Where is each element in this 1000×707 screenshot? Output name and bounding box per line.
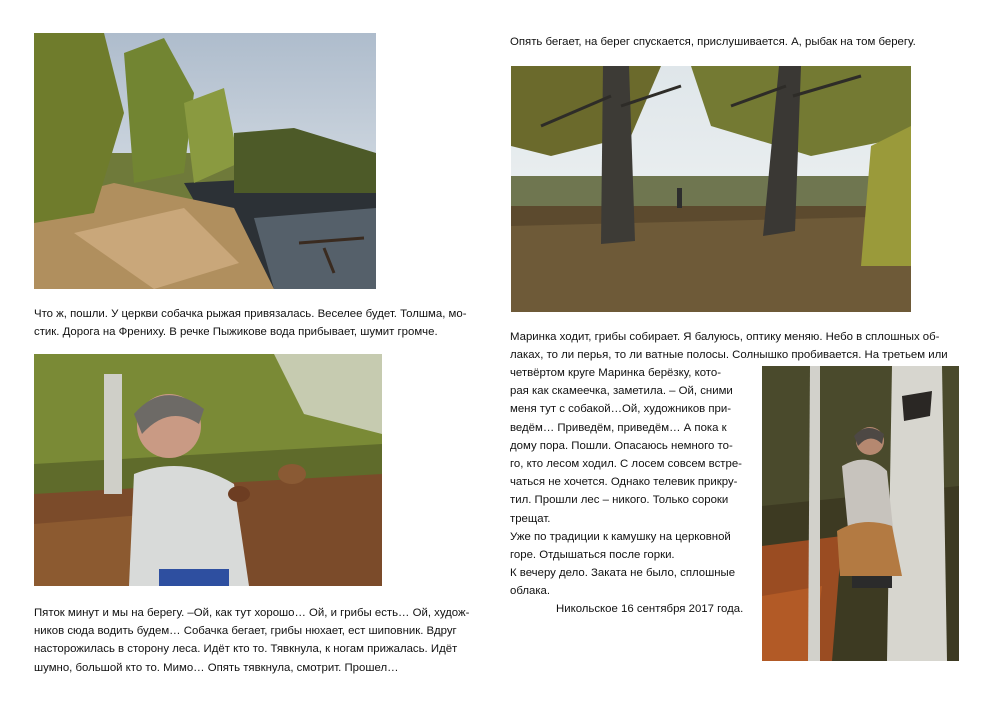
paragraph-walk-to-church: [34, 305, 490, 341]
signature-place-date: Никольское 16 сентября 2017 года.: [556, 603, 744, 615]
paragraph-line: рая как скамеечка, заметила. – Ой, сними: [510, 385, 733, 398]
paragraph-mushroom-picking: [510, 328, 966, 364]
paragraph-line: насторожилась в сторону леса. Идёт кто то. Тявкнула, к ногам прижалась. Идёт: [34, 643, 458, 656]
paragraph-line: Уже по традиции к камушку на церковной: [510, 530, 731, 543]
paragraph-line: стик. Дорога на Френиху. В речке Пыжикове вода прибывает, шумит громче.: [34, 326, 438, 339]
paragraph-on-the-bank: [34, 604, 490, 677]
paragraph-line: облака.: [510, 585, 551, 598]
photo-woman-dog-birch: [762, 366, 959, 661]
paragraph-line: горе. Отдышаться после горки.: [510, 549, 675, 562]
paragraph-line: ведём… Приведём, приведём… А пока к: [510, 421, 727, 434]
photo-woman-mushrooms: [34, 354, 382, 586]
paragraph-line: четвёртом круге Маринка берёзку, кото-: [510, 367, 721, 379]
photo-two-trees: [511, 66, 911, 312]
paragraph-line: дому пора. Пошли. Опасаюсь немного то-: [510, 439, 733, 452]
paragraph-line: тил. Прошли лес – никого. Только сороки: [510, 494, 729, 507]
paragraph-line: Пяток минут и мы на берегу. –Ой, как тут хорошо… Ой, и грибы есть… Ой, худож-: [34, 607, 470, 619]
top-right-caption: Опять бегает, на берег спускается, прислушивается. А, рыбак на том берегу.: [510, 36, 916, 48]
paragraph-line: меня тут с собакой…Ой, художников при-: [510, 403, 732, 416]
paragraph-line: трещат.: [510, 512, 551, 525]
paragraph-line: го, кто лесом ходил. С лосем совсем встре-: [510, 458, 742, 471]
paragraph-line: Маринка ходит, грибы собирает. Я балуюсь, оптику меняю. Небо в сплошных об-: [510, 331, 940, 343]
paragraph-line: чаться не хочется. Однако телевик прикру-: [510, 476, 738, 489]
photo-river-bank: [34, 33, 376, 289]
paragraph-line: ников сюда водить будем… Собачка бегает, грибы нюхает, ест шиповник. Вдруг: [34, 625, 457, 638]
paragraph-birch-bench: [510, 364, 751, 601]
paragraph-line: шумно, большой кто то. Мимо… Опять тявкнула, смотрит. Прошел…: [34, 661, 399, 674]
paragraph-line: К вечеру дело. Заката не было, сплошные: [510, 567, 736, 580]
paragraph-line: Что ж, пошли. У церкви собачка рыжая привязалась. Веселее будет. Толшма, мо-: [34, 308, 467, 320]
paragraph-line: лаках, то ли перья, то ли ватные полосы. Солнышко пробивается. На третьем или: [510, 349, 948, 362]
